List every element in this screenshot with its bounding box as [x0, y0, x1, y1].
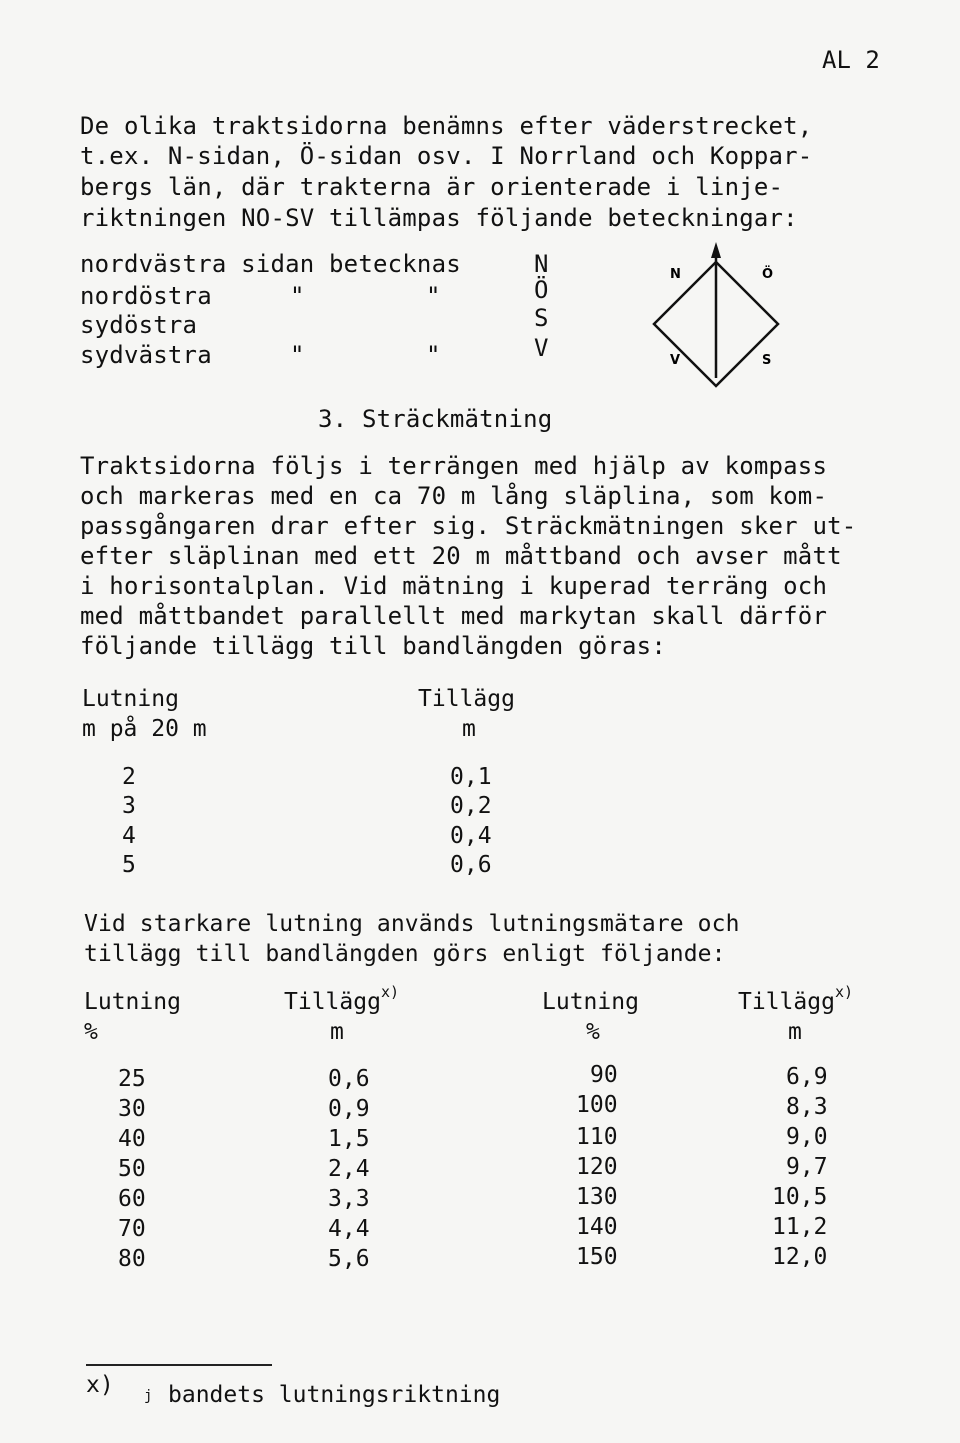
body-line: med måttbandet parallellt med markytan skall därför [80, 602, 828, 630]
table2-unit-percent-left: % [84, 1019, 98, 1045]
side-name: sydöstra [80, 311, 198, 339]
side-code: N [534, 250, 549, 278]
table1-lutning: 5 [122, 852, 136, 878]
table2-left-lutning: 30 [118, 1096, 146, 1122]
intro-line: De olika traktsidorna benämns efter väderstrecket, [80, 112, 813, 140]
table2-left-tillagg: 1,5 [328, 1126, 370, 1152]
ditto-mark: " [426, 282, 441, 310]
table2-left-lutning: 50 [118, 1156, 146, 1182]
table2-right-lutning: 110 [576, 1124, 618, 1150]
table2-right-lutning: 140 [576, 1214, 618, 1240]
diagram-label-v: V [670, 353, 681, 368]
table1-tillagg: 0,1 [450, 764, 492, 790]
footnote-rule [86, 1364, 272, 1366]
diagram-label-o: Ö [762, 267, 774, 282]
diagram-label-n: N [670, 267, 681, 282]
table2-right-tillagg: 6,9 [786, 1064, 828, 1090]
table1-tillagg: 0,6 [450, 852, 492, 878]
table2-right-lutning: 150 [576, 1244, 618, 1270]
table2-right-lutning: 120 [576, 1154, 618, 1180]
table2-right-tillagg: 8,3 [786, 1094, 828, 1120]
body-line: i horisontalplan. Vid mätning i kuperad terräng och [80, 572, 828, 600]
table2-left-lutning: 80 [118, 1246, 146, 1272]
para2-line: Vid starkare lutning används lutningsmätare och [84, 911, 740, 937]
intro-line: bergs län, där trakterna är orienterade i linje- [80, 173, 784, 201]
ditto-mark: " [290, 341, 305, 369]
tract-diamond-diagram [640, 240, 800, 390]
side-code: S [534, 304, 549, 332]
body-line: och markeras med en ca 70 m lång släplina, som kom- [80, 482, 828, 510]
table2-left-lutning: 60 [118, 1186, 146, 1212]
table1-lutning: 4 [122, 823, 136, 849]
table1-tillagg: 0,2 [450, 793, 492, 819]
table2-right-lutning: 90 [590, 1062, 618, 1088]
table1-head-tillagg: Tillägg [418, 686, 515, 712]
side-name: nordvästra sidan betecknas [80, 250, 461, 278]
table1-tillagg: 0,4 [450, 823, 492, 849]
table2-right-tillagg: 10,5 [772, 1184, 828, 1210]
body-line: passgångaren drar efter sig. Sträckmätningen sker ut- [80, 512, 857, 540]
body-line: efter släplinan med ett 20 m måttband och avser mått [80, 542, 842, 570]
ditto-mark: " [290, 282, 305, 310]
side-code: V [534, 334, 549, 362]
intro-line: t.ex. N-sidan, Ö-sidan osv. I Norrland och Koppar- [80, 142, 813, 170]
table2-left-tillagg: 5,6 [328, 1246, 370, 1272]
intro-line: riktningen NO-SV tillämpas följande beteckningar: [80, 204, 798, 232]
table1-head-lutning: Lutning [82, 686, 179, 712]
table1-lutning: 2 [122, 764, 136, 790]
table2-right-tillagg: 11,2 [772, 1214, 828, 1240]
table2-head-tillagg-right [738, 983, 853, 1015]
diagram-label-s: S [762, 353, 772, 368]
table2-right-tillagg: 9,0 [786, 1124, 828, 1150]
tillagg-label: Tillägg [738, 989, 835, 1015]
side-name: nordöstra [80, 282, 212, 310]
table2-head-lutning-right: Lutning [542, 989, 639, 1015]
table2-right-tillagg: 9,7 [786, 1154, 828, 1180]
superscript-mark: x) [834, 983, 853, 1001]
footnote-separator: j [144, 1388, 153, 1404]
ditto-mark: " [426, 341, 441, 369]
side-name: sydvästra [80, 341, 212, 369]
table1-head-unit: m på 20 m [82, 716, 207, 742]
superscript-mark: x) [380, 983, 399, 1001]
table2-left-tillagg: 0,9 [328, 1096, 370, 1122]
table2-unit-m-left: m [330, 1019, 344, 1045]
table2-left-tillagg: 2,4 [328, 1156, 370, 1182]
table2-left-tillagg: 3,3 [328, 1186, 370, 1212]
footnote-mark: x) [86, 1372, 114, 1398]
body-line: följande tillägg till bandlängden göras: [80, 632, 666, 660]
table2-left-lutning: 40 [118, 1126, 146, 1152]
section-heading: 3. Sträckmätning [318, 405, 553, 433]
north-arrow-icon [711, 242, 721, 258]
table1-lutning: 3 [122, 793, 136, 819]
table2-right-lutning: 130 [576, 1184, 618, 1210]
tillagg-label: Tillägg [284, 989, 381, 1015]
footnote-text: bandets lutningsriktning [168, 1382, 501, 1408]
table2-left-lutning: 70 [118, 1216, 146, 1242]
side-code: Ö [534, 276, 549, 304]
table1-head-m: m [462, 716, 476, 742]
table2-left-tillagg: 4,4 [328, 1216, 370, 1242]
table2-unit-percent-right: % [586, 1019, 600, 1045]
para2-line: tillägg till bandlängden görs enligt följande: [84, 941, 726, 967]
table2-unit-m-right: m [788, 1019, 802, 1045]
table2-right-tillagg: 12,0 [772, 1244, 828, 1270]
table2-head-tillagg-left [284, 983, 399, 1015]
body-line: Traktsidorna följs i terrängen med hjälp av kompass [80, 452, 828, 480]
table2-head-lutning-left: Lutning [84, 989, 181, 1015]
table2-right-lutning: 100 [576, 1092, 618, 1118]
table2-left-tillagg: 0,6 [328, 1066, 370, 1092]
table2-left-lutning: 25 [118, 1066, 146, 1092]
page-number: AL 2 [822, 46, 880, 74]
